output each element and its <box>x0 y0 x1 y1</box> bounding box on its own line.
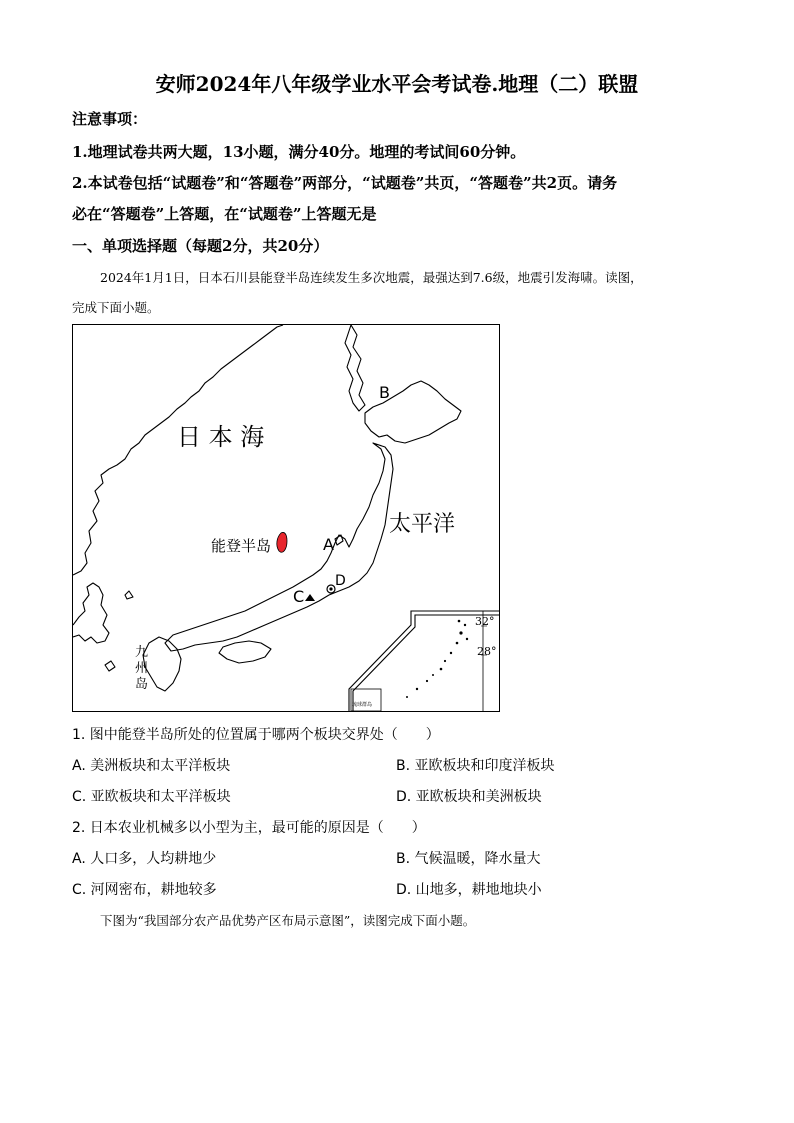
label-b: B <box>379 383 390 402</box>
page-title: 安师2024年八年级学业水平会考试卷.地理（二）联盟 <box>155 72 639 96</box>
question-2-option-d[interactable]: D. 山地多，耕地地块小 <box>396 882 542 898</box>
label-lat-32: 32° <box>475 615 495 628</box>
section-intro-line-2: 完成下面小题。 <box>72 300 160 315</box>
question-1-stem: 1. 图中能登半岛所处的位置属于哪两个板块交界处（ ） <box>72 727 440 743</box>
question-2-option-c[interactable]: C. 河网密布，耕地较多 <box>72 882 217 898</box>
label-c: C <box>293 587 305 606</box>
noto-peninsula-marker <box>277 532 287 552</box>
question-1-option-a[interactable]: A. 美洲板块和太平洋板块 <box>72 758 231 774</box>
question-1-option-d[interactable]: D. 亚欧板块和美洲板块 <box>396 789 542 805</box>
label-kyushu-1: 九 <box>135 645 149 660</box>
question-2-option-a[interactable]: A. 人口多，人均耕地少 <box>72 851 217 867</box>
notice-line-1: 1.地理试卷共两大题，13小题，满分40分。地理的考试间60分钟。 <box>72 143 526 161</box>
label-lat-28: 28° <box>477 645 497 658</box>
label-noto-peninsula: 能登半岛 <box>211 537 272 555</box>
label-kyushu-2: 州 <box>135 661 149 676</box>
label-pacific-ocean: 太平洋 <box>389 512 456 537</box>
question-1-option-b[interactable]: B. 亚欧板块和印度洋板块 <box>396 758 555 774</box>
sakhalin-coast <box>345 325 365 411</box>
question-2-stem: 2. 日本农业机械多以小型为主，最可能的原因是（ ） <box>72 820 426 836</box>
section-heading: 一、单项选择题（每题2分，共20分） <box>72 237 329 255</box>
label-sea-of-japan: 日 本 海 <box>177 423 265 451</box>
label-a: A <box>323 535 334 554</box>
label-d: D <box>335 573 346 589</box>
question-1-option-c[interactable]: C. 亚欧板块和太平洋板块 <box>72 789 231 805</box>
question-2-option-b[interactable]: B. 气候温暖，降水量大 <box>396 851 541 867</box>
japan-map <box>72 324 500 712</box>
kyushu-coast <box>143 637 181 691</box>
notice-line-2a: 2.本试卷包括“试题卷”和“答题卷”两部分，“试题卷”共页，“答题卷”共2页。请务 <box>72 174 618 192</box>
label-kyushu-3: 岛 <box>135 677 149 692</box>
notice-heading: 注意事项： <box>72 110 148 128</box>
korea-coast <box>73 583 109 643</box>
notice-line-2b: 必在“答题卷”上答题，在“试题卷”上答题无是 <box>72 205 377 223</box>
section-intro-line-1: 2024年1月1日，日本石川县能登半岛连续发生多次地震，最强达到7.6级，地震引发海啸。读图， <box>100 270 643 285</box>
next-section-intro: 下图为“我国部分农产品优势产区布局示意图”，读图完成下面小题。 <box>100 913 476 928</box>
label-inset-caption: 琉球群岛 <box>352 702 373 708</box>
mountain-marker-c <box>305 594 315 601</box>
shikoku-coast <box>219 641 271 663</box>
